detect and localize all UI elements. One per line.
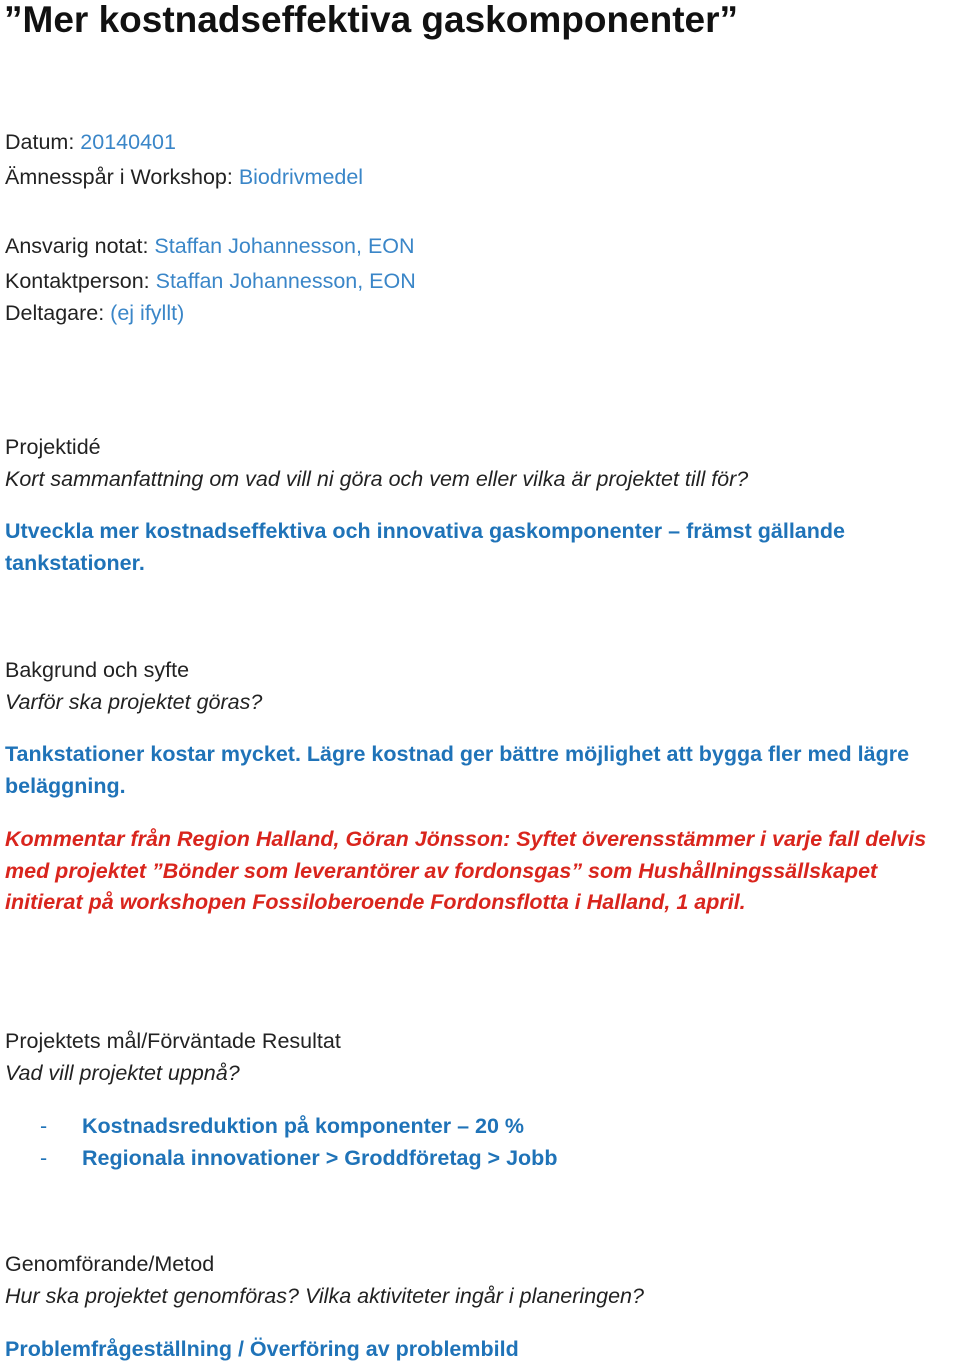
ansvarig-value: Staffan Johannesson, EON	[154, 234, 415, 258]
genomforande-answer: Problemfrågeställning / Överföring av problembild	[5, 1337, 519, 1361]
amnesspar-label: Ämnesspår i Workshop:	[5, 165, 239, 189]
amnesspar-value: Biodrivmedel	[238, 165, 364, 189]
genomforande-heading: Genomförande/Metod	[5, 1252, 215, 1276]
projektide-answer: Utveckla mer kostnadseffektiva och innovativa gaskomponenter – främst gällande tankstationer.	[5, 519, 845, 575]
list-item-text: Regionala innovationer > Groddföretag > Jobb	[82, 1146, 558, 1170]
deltagare-label: Deltagare:	[5, 301, 111, 325]
meta-deltagare	[5, 300, 184, 326]
meta-datum	[5, 129, 176, 155]
list-item-text: Kostnadsreduktion på komponenter – 20 %	[82, 1114, 525, 1138]
list-item	[40, 1145, 557, 1171]
projektide-heading: Projektidé	[5, 435, 101, 459]
genomforande-question: Hur ska projektet genomföras? Vilka aktiviteter ingår i planeringen?	[5, 1284, 644, 1308]
mal-question: Vad vill projektet uppnå?	[5, 1061, 240, 1085]
datum-value: 20140401	[80, 130, 176, 154]
ansvarig-label: Ansvarig notat:	[5, 234, 155, 258]
deltagare-value: (ej ifyllt)	[110, 301, 185, 325]
meta-ansvarig	[5, 233, 415, 259]
bullet-marker: -	[40, 1146, 48, 1170]
projektide-question: Kort sammanfattning om vad vill ni göra och vem eller vilka är projektet till för?	[5, 467, 749, 491]
bakgrund-question: Varför ska projektet göras?	[5, 690, 263, 714]
bakgrund-answer: Tankstationer kostar mycket. Lägre kostnad ger bättre möjlighet att bygga fler med lägre beläggning.	[5, 742, 910, 798]
document-title: ”Mer kostnadseffektiva gaskomponenter”	[4, 0, 739, 40]
bullet-marker: -	[40, 1114, 48, 1138]
meta-amnesspar	[5, 164, 363, 190]
kontakt-label: Kontaktperson:	[5, 269, 156, 293]
list-item	[40, 1113, 524, 1139]
datum-label: Datum:	[5, 130, 81, 154]
region-comment: Kommentar från Region Halland, Göran Jönsson: Syftet överensstämmer i varje fall delvis med projektet ”Bönder som leverantörer av fordonsgas” som Hushållningssällskapet initierat på workshopen Fossiloberoende Fordonsflotta i Halland, 1 april.	[5, 827, 927, 914]
kontakt-value: Staffan Johannesson, EON	[155, 269, 416, 293]
meta-kontakt	[5, 268, 416, 294]
bakgrund-heading: Bakgrund och syfte	[5, 658, 190, 682]
mal-heading: Projektets mål/Förväntade Resultat	[5, 1029, 341, 1053]
